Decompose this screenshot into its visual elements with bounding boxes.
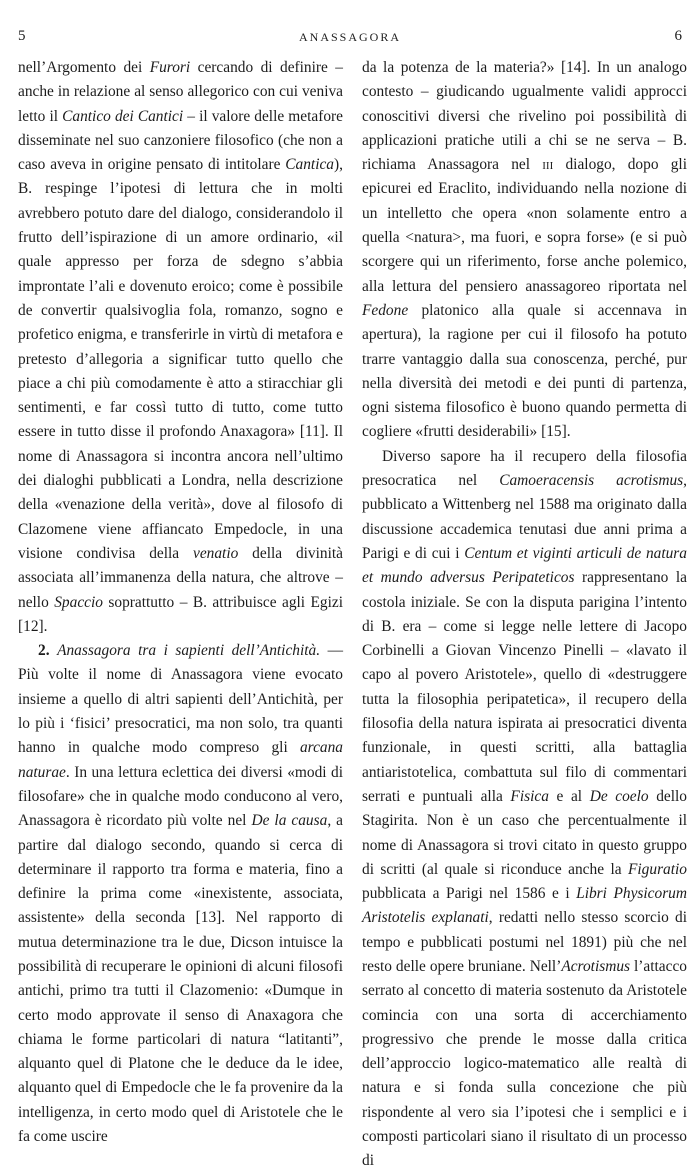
left-column xyxy=(18,56,343,1146)
italic-text: Cantica xyxy=(285,156,335,174)
italic-text: Camoeracensis acrotismus xyxy=(499,472,684,490)
section-title: Anassagora tra i sapienti dell’Antichità. xyxy=(57,642,321,660)
section-number: 2. xyxy=(38,642,50,660)
section-body: Più volte il nome di Anassagora viene evocato insieme a quello di altri sapienti dell’Antichità, per lo più i ‘fisici’ presocratici, ma non solo, tra quanti hanno in qualche modo compreso gli arcana naturae. In una lettura eclettica dei diversi «modi di filosofare» che in qualche modo conducono al vero, Anassagora è ricordato più volte nel De la causa, a partire dal dialogo secondo, quando si cerca di determinare il rapporto tra forma e materia, fino a definire la prima come «inexistente, associata, assistente» della seconda [13]. Nel rapporto di mutua determinazione tra le due, Dicson intuisce la possibilità di recuperare le opinioni di alcuni filosofi antichi, primo tra tutti il Clazomenio: «Dumque in certo modo approvate il senso di Anaxagora che chiama le forme particolari di natura “latitanti”, alquanto quel di Platone che le deduce da le idee, alquanto quel di Empedocle che le fa provenire da la intelligenza, in certo modo quel di Aristotele che le fa come uscire xyxy=(18,666,343,1146)
italic-text: Figuratio xyxy=(628,860,687,878)
paragraph: nell’Argomento dei Furori cercando di definire – anche in relazione al senso allegorico con cui veniva letto il Cantico dei Cantici – il valore delle metafore disseminate nel suo canzoniere filosofico (che non a caso aveva in origine pensato di intitolare Cantica), B. respinge l’ipotesi di lettura che in molti avrebbero potuto dare del dialogo, considerandolo il frutto dell’ispirazione di un amore ordinario, «il quale appresso per forza de sdegno s’abbia improntate l’ali e dovenuto eroico; come è possibile de convertir qualsivoglia fola, romanzo, sogno e profetico enigma, e transferirle in virtù di metafora e pretesto d’allegoria a significar tutto quello che piace a chi più comodamente è atto a stiracchiar gli sentimenti, e far cossì tutto di tutto, come tutto essere in tutto disse il profondo Anaxagora» [11]. Il nome di Anassagora si incontra ancora nell’ultimo dei dialoghi pubblicati a Londra, nella descrizione della «venazione della verità», dove al filosofo di Clazomene viene affiancato Empedocle, in una visione condivisa della venatio della divinità associata all’immanenza della natura, che altrove – nello Spaccio soprattutto – B. attribuisce agli Egizi [12]. xyxy=(18,59,343,635)
italic-text: venatio xyxy=(192,544,239,562)
small-caps-text: iii xyxy=(542,156,554,174)
paragraph: Diverso sapore ha il recupero della filosofia presocratica nel Camoeracensis acrotismus, pubblicato a Wittenberg nel 1588 ma originato dalla discussione accademica tenutasi due anni prima a Parigi e di cui i Centum et viginti articuli de natura et mundo adversus Peripateticos rappresentano la costola iniziale. Se con la disputa parigina l’intento di B. era – come si legge nelle lettere di Jacopo Corbinelli a Giovan Vincenzo Pinelli – «lavato il capo al povero Aristotele», quello di «destruggere tutta la filosophia peripatetica», il recupero della filosofia della natura ispirata ai presocratici diventa funzionale, in questi scritti, alla battaglia antiaristotelica, combattuta sul filo di commentari serrati e puntuali alla Fisica e al De coelo dello Stagirita. Non è un caso che percentualmente il nome di Anassagora si trovi citato in questo gruppo di scritti (al quale si riconduce anche la Figuratio pubblicata a Parigi nel 1586 e i Libri Physicorum Aristotelis explanati, redatti nello stesso scorcio di tempo e pubblicati postumi nel 1891) più che nel resto delle opere bruniane. Nell’Acrotismus l’attacco serrato al concetto di materia sostenuto da Aristotele comincia con una sorta di accerchiamento progressivo che prende le mosse dalla critica dell’approccio logico-matematico alle realtà di natura e si fonda sulla concezione che più rispondente al vero sia l’ipotesi che i semplici e i composti particolari siano il risultato di un processo di xyxy=(362,447,688,1170)
page-number-left: 5 xyxy=(18,28,26,44)
italic-text: arcana naturae xyxy=(18,739,343,781)
italic-text: Furori xyxy=(149,59,191,76)
italic-text: Centum et viginti articuli de natura et mundo adversus Peripateticos xyxy=(362,544,687,587)
running-title: ANASSAGORA xyxy=(298,30,401,44)
paragraph: da la potenza de la materia?» [14]. In un analogo contesto – giudicando ugualmente validi approcci conoscitivi diversi che rivelino poi possibilità di applicazioni pratiche utili a chi se ne serva – B. richiama Anassagora nel iii dialogo, dopo gli epicurei ed Eraclito, individuando nella nozione di un intelletto che opera «non solamente entro a quella <natura>, ma fuori, e sopra forse» (e si può scorgere qui un riferimento, forse anche polemico, alla lettura del pensiero anassagoreo riportata nel Fedone platonico alla quale si accennava in apertura), la ragione per cui il filosofo ha potuto trarre vantaggio dalla sua conoscenza, perché, pur nella diversità dei metodi e dei punti di partenza, ogni sistema filosofico è buono quando permetta di cogliere «frutti desiderabili» [15]. xyxy=(362,59,687,441)
italic-text: Fedone xyxy=(362,301,409,319)
italic-text: Cantico dei Cantici xyxy=(62,107,184,125)
right-column xyxy=(362,56,688,1170)
section-dash: — xyxy=(320,642,343,660)
italic-text: Fisica xyxy=(510,787,549,805)
running-head xyxy=(18,28,682,50)
italic-text: De la causa xyxy=(251,812,328,830)
section-paragraph xyxy=(18,639,343,1149)
italic-text: Spaccio xyxy=(54,593,103,611)
page-number-right: 6 xyxy=(674,28,682,44)
italic-text: Libri Physicorum Aristotelis explanati xyxy=(362,885,687,927)
italic-text: De coelo xyxy=(589,787,649,805)
italic-text: Acrotismus xyxy=(561,957,631,975)
